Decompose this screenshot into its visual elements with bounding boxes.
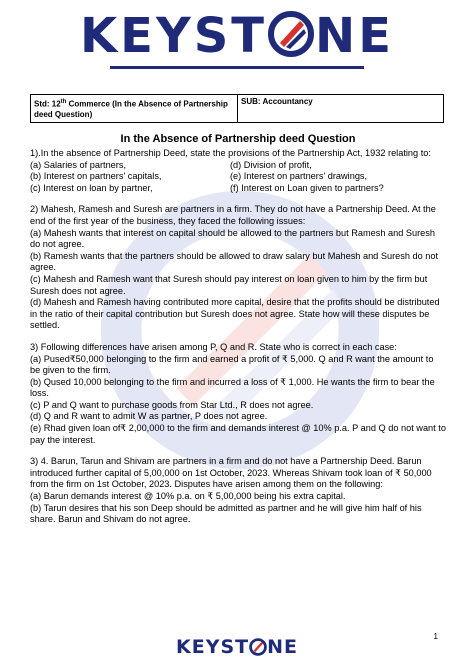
q3-line: (e) Rhad given loan of₹ 2,00,000 to the firm and demands interest @ 10% p.a. P and Q do not want to pay the interest. <box>30 423 446 445</box>
document-body <box>30 132 446 526</box>
q3-line: (c) P and Q want to purchase goods from Star Ltd., R does not agree. <box>30 399 314 410</box>
q3-line: (d) Q and R want to admit W as partner, P does not agree. <box>30 411 268 422</box>
q3-line: (b) Qused 10,000 belonging to the firm and incurred a loss of ₹ 1,000. He wants the firm to bear the loss. <box>30 376 435 399</box>
std-cell: Std: 12th Commerce (In the Absence of Partnership deed Question) <box>31 95 238 123</box>
q4-line: (b) Tarun desires that his son Deep should be admitted as partner and he will give him half of his share. Barun and Shivam do not agree. <box>30 502 422 525</box>
page-number: 1 <box>433 632 438 641</box>
q4-line: 3) 4. Barun, Tarun and Shivam are partners in a firm and do not have a Partnership Deed. Barun introduced further capital of 5,00,000 on 1st October, 2023. Whereas Shivam took loan of ₹ 50,000 from the firm on 1st October, 2023. Disputes have arisen among them on the following: <box>30 456 432 490</box>
q2-line: 2) Mahesh, Ramesh and Suresh are partners in a firm. They do not have a Partnership Deed. At the end of the first year of the business, they faced the following issues: <box>30 204 436 226</box>
page-title: In the Absence of Partnership deed Question <box>120 133 356 145</box>
q2-line: (b) Ramesh wants that the partners should be allowed to draw salary but Mahesh and Suresh do not agree. <box>30 250 439 273</box>
q2-line: (a) Mahesh wants that interest on capital should be allowed to the partners but Ramesh and Suresh do not agree. <box>30 227 435 250</box>
q1-options <box>30 160 446 195</box>
q1-option: (f) Interest on Loan given to partners? <box>230 182 384 193</box>
q1-option: (a) Salaries of partners, <box>30 159 126 170</box>
q1-option: (d) Division of profit, <box>230 159 312 170</box>
subject-cell: SUB: Accountancy <box>238 95 444 123</box>
info-table <box>30 94 444 123</box>
footer-brand-name: KEYST NE <box>176 636 298 658</box>
q1-option: (b) Interest on partners' capitals, <box>30 171 162 182</box>
q2-line: (d) Mahesh and Ramesh having contributed more capital, desire that the profits should be distributed in the ratio of their capital contribution but Suresh does not agree. State how will these disputes be settled. <box>30 297 440 331</box>
header-underline <box>110 66 364 69</box>
brand-name: KEYST NE <box>79 8 395 64</box>
q3-line: 3) Following differences have arisen among P, Q and R. State who is correct in each case: <box>30 341 397 352</box>
q2-line: (c) Mahesh and Ramesh want that Suresh should pay interest on loan given to him by the firm but Suresh does not agree. <box>30 273 428 296</box>
footer-logo <box>0 636 474 658</box>
footer-logo-o-icon <box>249 638 267 656</box>
header-logo <box>0 6 474 66</box>
q4-line: (a) Barun demands interest @ 10% p.a. on ₹ 5,00,000 being his extra capital. <box>30 491 346 502</box>
q1-option: (c) Interest on loan by partner, <box>30 182 153 193</box>
q3-line: (a) Pused₹50,000 belonging to the firm and earned a profit of ₹ 5,000. Q and R want the amount to be given to the firm. <box>30 353 434 376</box>
q1-option: (e) Interest on partners' drawings, <box>230 171 368 182</box>
logo-o-icon <box>268 11 314 57</box>
q1-stem: 1).In the absence of Partnership Deed, state the provisions of the Partnership Act, 1932 relating to: <box>30 148 431 158</box>
